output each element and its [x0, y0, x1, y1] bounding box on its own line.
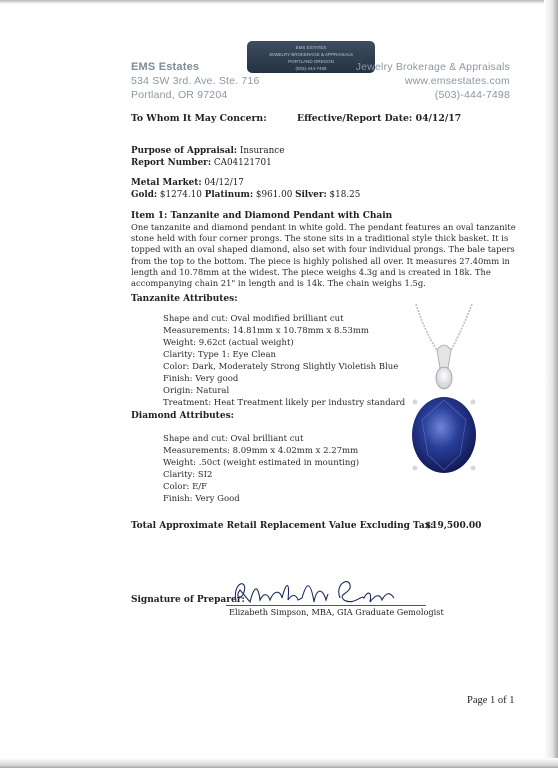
gold-label: Gold:: [131, 189, 158, 200]
purpose-line: [131, 146, 284, 158]
diamond-attr: Color: E/F: [163, 482, 208, 492]
letterhead-contact: [356, 60, 510, 102]
purpose-value: Insurance: [239, 146, 285, 156]
prong: [413, 466, 418, 471]
prong: [471, 400, 476, 405]
letterhead-address: [131, 60, 260, 102]
company-name: EMS Estates: [131, 61, 200, 73]
chain-left: [416, 304, 438, 352]
prong: [471, 466, 476, 471]
signature-line: [226, 605, 426, 606]
website: www.emsestates.com: [404, 75, 510, 87]
diamond-attr: Finish: Very Good: [163, 494, 240, 504]
tanzanite-heading: Tanzanite Attributes:: [131, 294, 238, 304]
diamond-attr: Weight: .50ct (weight estimated in mounting): [163, 458, 360, 468]
scan-edge-bottom: [0, 758, 558, 768]
tanzanite-attr: Color: Dark, Moderately Strong Slightly Violetish Blue: [163, 362, 399, 372]
tanzanite-attr: Origin: Natural: [163, 386, 230, 396]
tanzanite-attr: Clarity: Type 1: Eye Clean: [163, 350, 277, 360]
diamond-attr: Shape and cut: Oval brilliant cut: [163, 434, 304, 444]
appraisal-meta: [131, 146, 284, 169]
report-number-line: [131, 158, 284, 170]
effective-date-label: Effective/Report Date:: [297, 113, 413, 124]
address-line-1-text: 534 SW 3rd. Ave. Ste. 716: [131, 75, 260, 87]
tanzanite-attr: Weight: 9.62ct (actual weight): [163, 338, 294, 348]
platinum-label: Platinum:: [204, 189, 254, 200]
handwritten-signature: [230, 572, 405, 612]
metal-prices-line: [131, 190, 360, 202]
diamond-attr: Measurements: 8.09mm x 4.02mm x 2.27mm: [163, 446, 359, 456]
bale: [437, 345, 451, 368]
metal-market-date: 04/12/17: [204, 178, 244, 188]
diamond-stone: [436, 367, 452, 389]
total-value: $19,500.00: [425, 521, 482, 531]
preparer-name: Elizabeth Simpson, MBA, GIA Graduate Gemologist: [229, 607, 444, 617]
diamond-attr: Clarity: SI2: [163, 470, 213, 480]
tagline: Jewelry Brokerage & Appraisals: [355, 61, 510, 73]
salutation: To Whom It May Concern:: [131, 113, 267, 124]
scan-edge-top: [0, 0, 558, 4]
logo-line-3: PORTLAND OREGON: [288, 59, 334, 64]
tanzanite-attr: Treatment: Heat Treatment likely per industry standard: [163, 398, 406, 408]
tanzanite-stone: [412, 397, 476, 473]
gold-price: $1274.10: [159, 189, 202, 200]
chain-right: [450, 304, 472, 352]
metal-market-line: [131, 178, 360, 190]
metal-market-label: Metal Market:: [131, 178, 202, 188]
effective-date-value: 04/12/17: [415, 113, 462, 124]
tanzanite-attributes: [163, 313, 405, 409]
logo-line-2: JEWELRY BROKERAGE & APPRAISALS: [268, 52, 354, 57]
tanzanite-attr: Shape and cut: Oval modified brilliant cut: [163, 314, 344, 324]
platinum-price: $961.00: [255, 189, 293, 200]
report-number-label: Report Number:: [131, 157, 212, 168]
purpose-label: Purpose of Appraisal:: [131, 146, 238, 156]
signature-label: Signature of Preparer:: [131, 595, 245, 605]
report-number-value: CA04121701: [213, 157, 272, 168]
phone: (503)-444-7498: [434, 89, 510, 101]
silver-label: Silver:: [295, 189, 327, 200]
address-line-2: Portland, OR 97204: [131, 89, 228, 101]
item-title: Item 1: Tanzanite and Diamond Pendant with Chain: [131, 211, 393, 221]
tanzanite-attr: Measurements: 14.81mm x 10.78mm x 8.53mm: [163, 326, 369, 336]
metal-market: [131, 178, 360, 201]
prong: [413, 400, 418, 405]
logo-line-1: EMS ESTATES: [295, 45, 327, 50]
total-label: Total Approximate Retail Replacement Value Excluding Tax:: [131, 521, 434, 531]
diamond-heading: Diamond Attributes:: [131, 411, 234, 421]
page-indicator: Page 1 of 1: [467, 695, 515, 706]
address-line-1: [131, 74, 260, 88]
scan-edge-right: [544, 0, 558, 768]
silver-price: $18.25: [329, 189, 361, 200]
signature-stroke: [235, 582, 394, 602]
pendant-photo: [388, 300, 498, 490]
effective-date-line: [297, 113, 461, 124]
item-description: One tanzanite and diamond pendant in white gold. The pendant features an oval tanzanite stone held with four corner prongs. The stone sits in a traditional style thick basket. It is topped with an oval shaped diamond, also set with four individual prongs. The bale tapers from the top to the bottom. The piece is highly polished all over. It measures 27.40mm in length and 10.78mm at the widest. The piece weighs 4.3g and is created in 18k. The accompanying chain 21" in length and is 14k. The chain weighs 1.5g.: [131, 222, 516, 289]
logo-line-4: (503)-444-7498: [295, 66, 327, 71]
tanzanite-attr: Finish: Very good: [163, 374, 239, 384]
diamond-attributes: [163, 433, 359, 505]
